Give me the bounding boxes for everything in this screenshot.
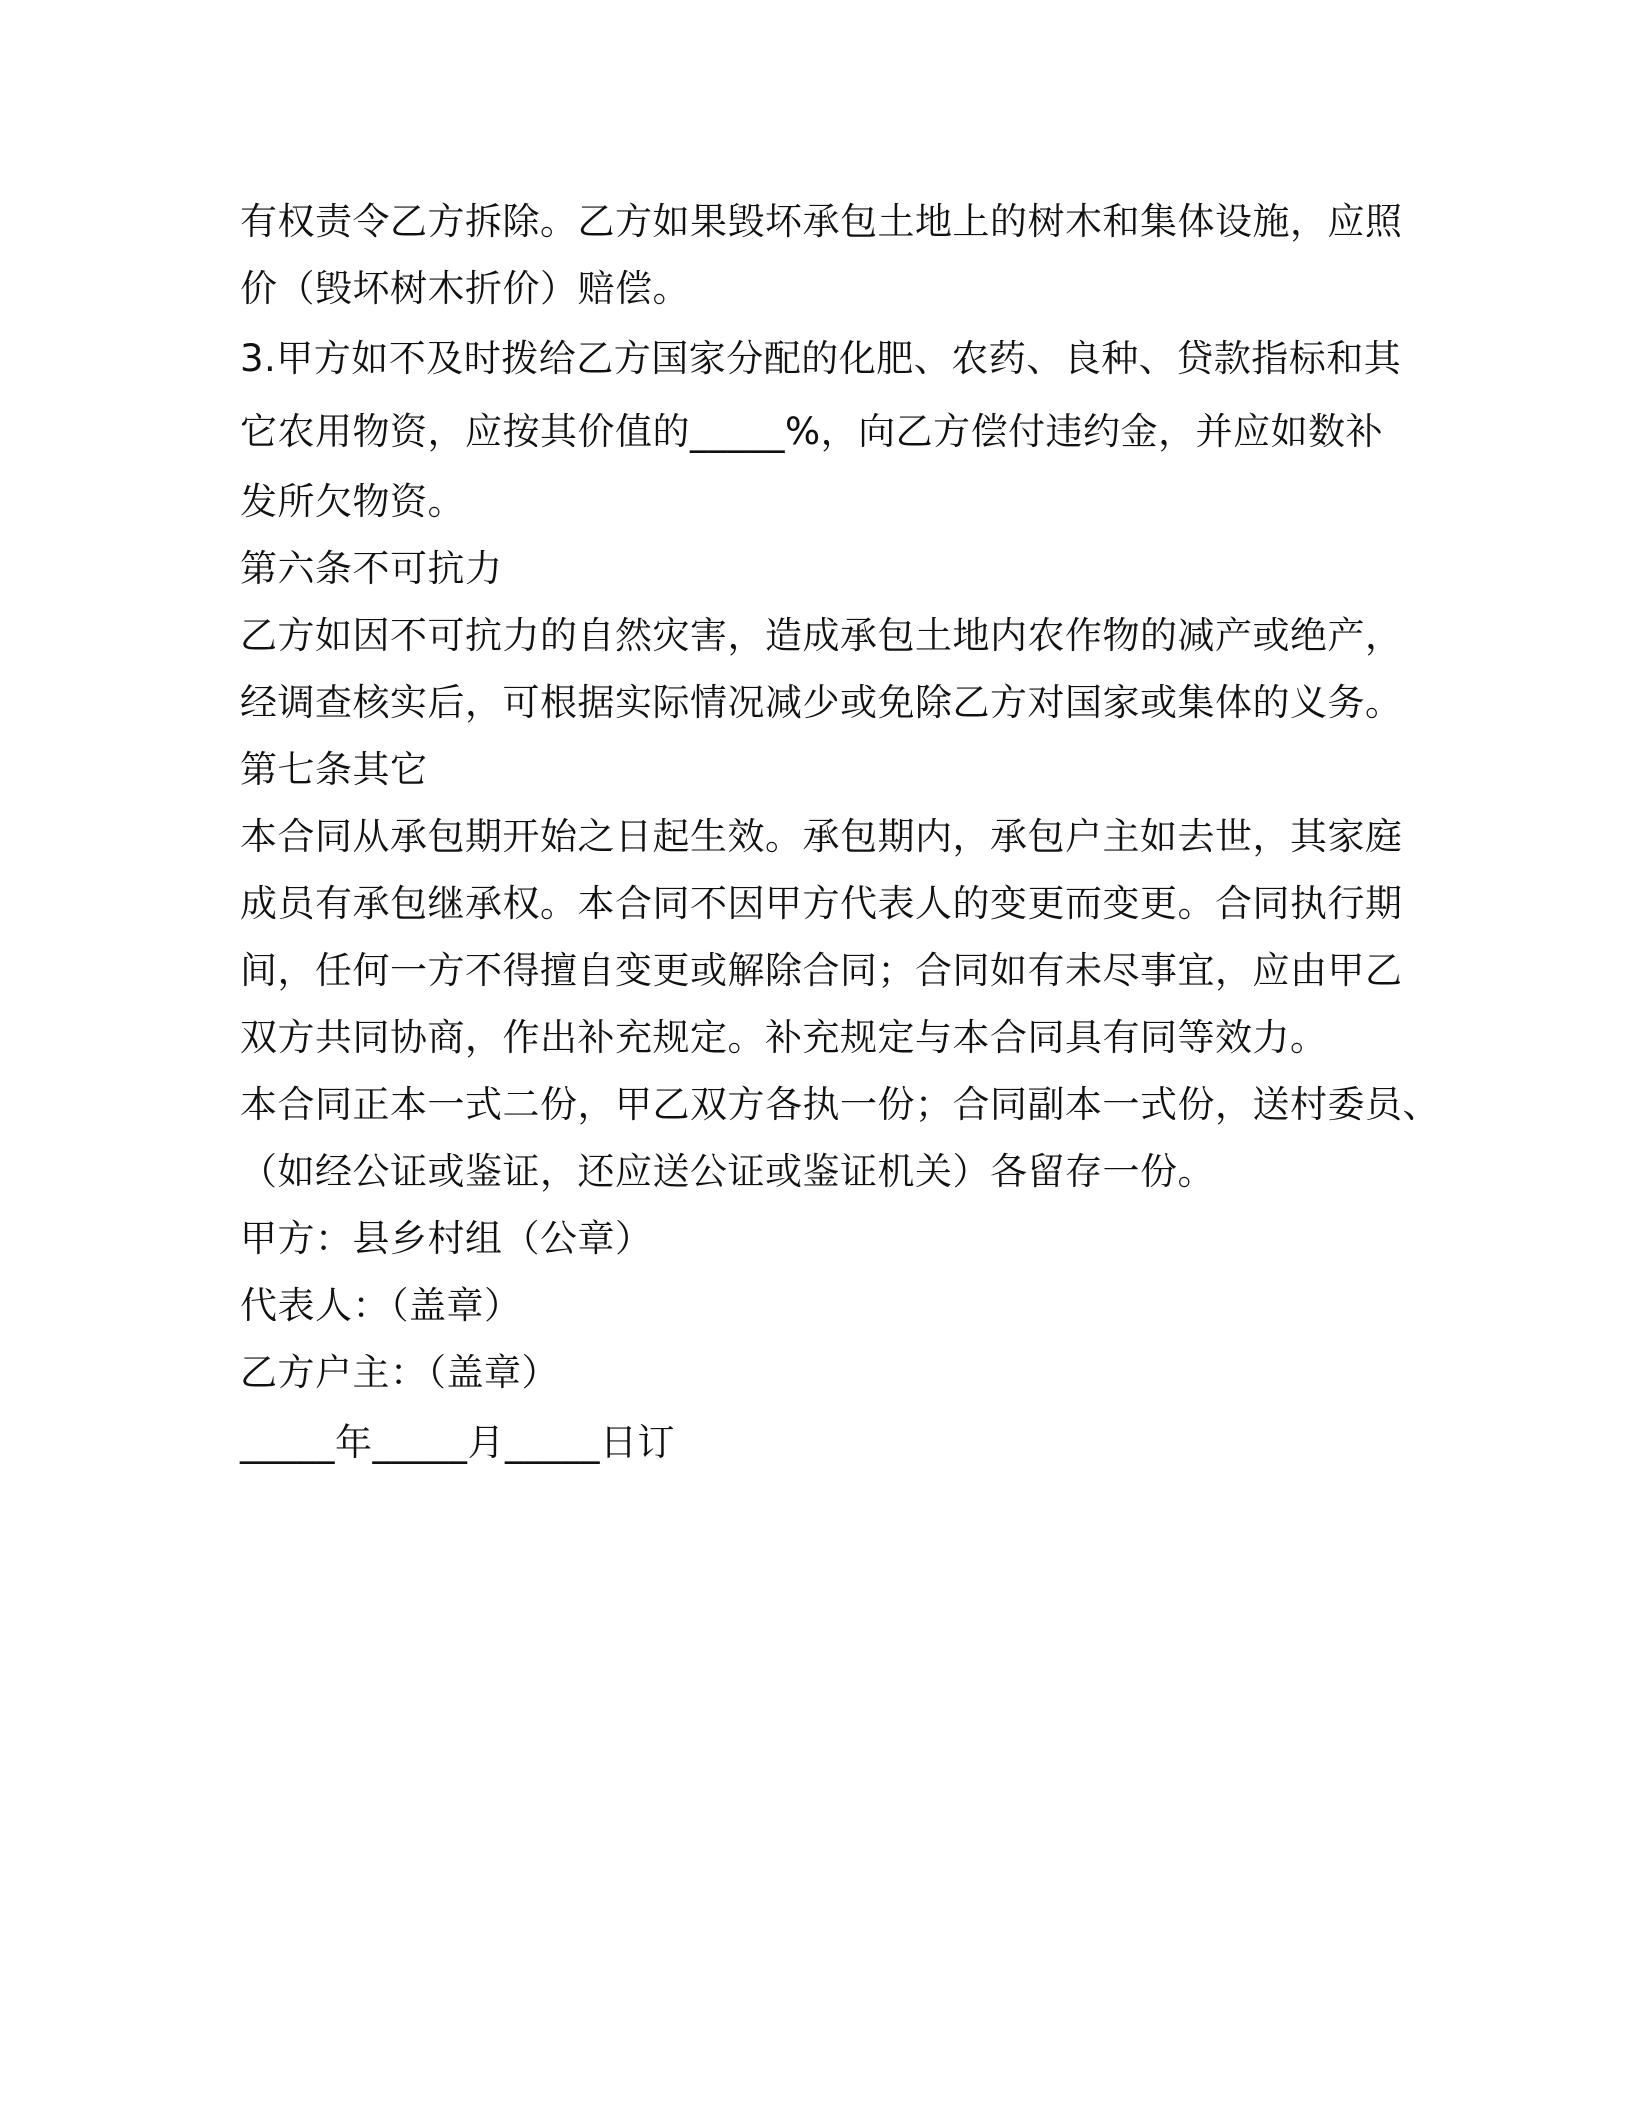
signature-party-a: 甲方：县乡村组（公章） xyxy=(240,1217,653,1260)
paragraph-line: 它农用物资，应按其价值的_____%，向乙方偿付违约金，并应如数补 xyxy=(240,410,1384,453)
paragraph-line: 间，任何一方不得擅自变更或解除合同；合同如有未尽事宜，应由甲乙 xyxy=(240,949,1403,992)
paragraph-line: 本合同正本一式二份，甲乙双方各执一份；合同副本一式份，送村委员、 xyxy=(240,1083,1440,1126)
section-heading: 第七条其它 xyxy=(240,748,428,791)
paragraph-line: 成员有承包继承权。本合同不因甲方代表人的变更而变更。合同执行期 xyxy=(240,882,1403,925)
paragraph-line: 3.甲方如不及时拨给乙方国家分配的化肥、农药、良种、贷款指标和其 xyxy=(240,337,1402,380)
paragraph-line: 乙方如因不可抗力的自然灾害，造成承包土地内农作物的减产或绝产， xyxy=(240,614,1403,657)
signature-party-b: 乙方户主：（盖章） xyxy=(240,1351,559,1394)
signature-representative: 代表人：（盖章） xyxy=(240,1284,522,1327)
paragraph-line: 有权责令乙方拆除。乙方如果毁坏承包土地上的树木和集体设施，应照 xyxy=(240,200,1403,243)
paragraph-line: 经调查核实后，可根据实际情况减少或免除乙方对国家或集体的义务。 xyxy=(240,681,1403,724)
paragraph-line: 双方共同协商，作出补充规定。补充规定与本合同具有同等效力。 xyxy=(240,1016,1328,1059)
paragraph-line: 价（毁坏树木折价）赔偿。 xyxy=(240,267,690,310)
paragraph-line: 发所欠物资。 xyxy=(240,480,465,523)
paragraph-line: 本合同从承包期开始之日起生效。承包期内，承包户主如去世，其家庭 xyxy=(240,815,1403,858)
section-heading: 第六条不可抗力 xyxy=(240,547,503,590)
paragraph-line: （如经公证或鉴证，还应送公证或鉴证机关）各留存一份。 xyxy=(240,1150,1215,1193)
document-body xyxy=(240,188,1440,1479)
signing-date: _____年_____月_____日订 xyxy=(240,1421,675,1464)
